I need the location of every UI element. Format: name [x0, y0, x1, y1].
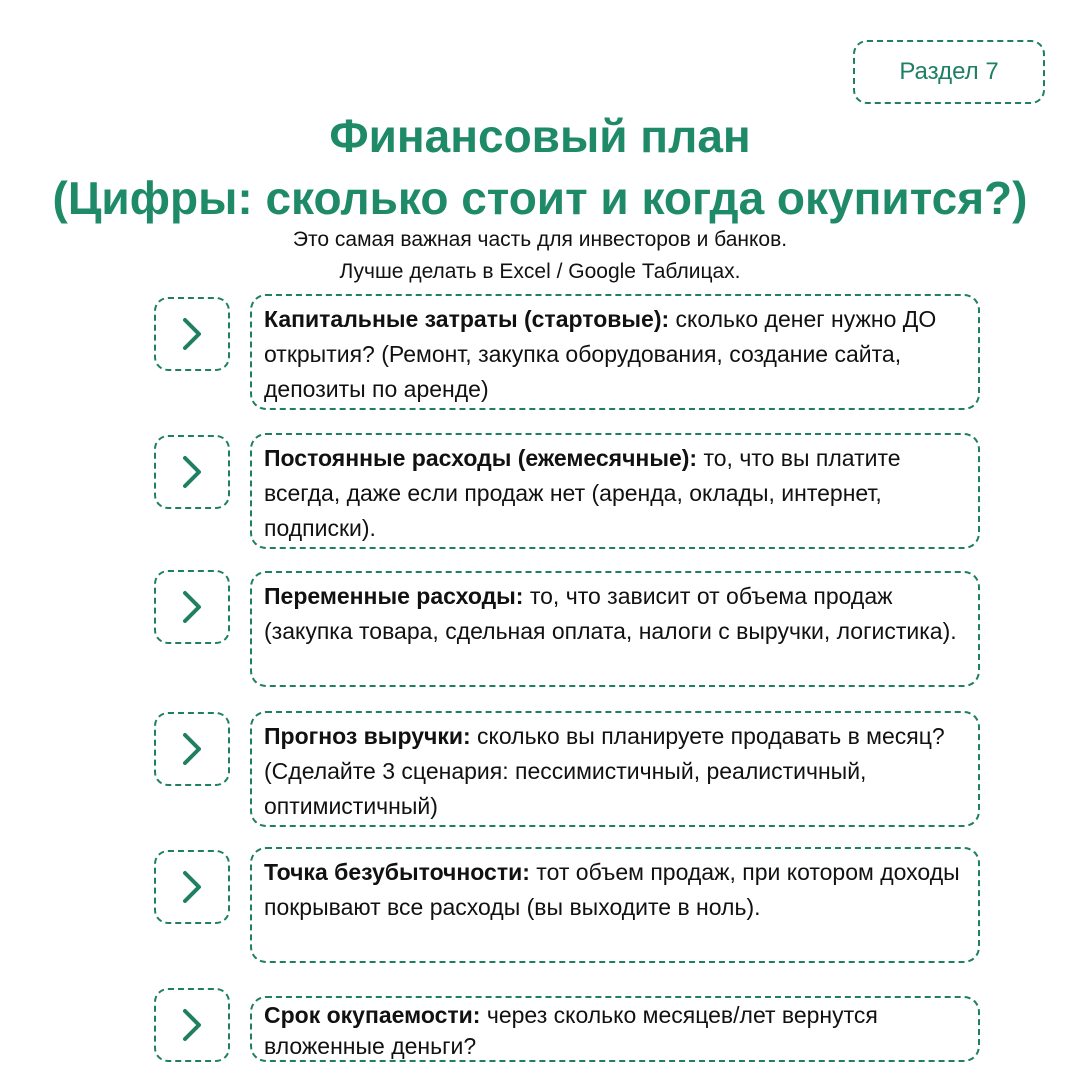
chevron-right-icon — [181, 590, 203, 624]
chevron-box-5 — [154, 850, 230, 924]
item-text: тот объем продаж, при котором доходы покрывают все расходы (вы выходите в ноль). — [264, 859, 960, 920]
page-title: Финансовый план — [329, 110, 751, 162]
chevron-box-1 — [154, 297, 230, 371]
item-term: Прогноз выручки: — [264, 723, 471, 749]
item-term: Срок окупаемости: — [264, 1002, 481, 1028]
item-term: Точка безубыточности: — [264, 859, 530, 885]
page-title-subline: (Цифры: сколько стоит и когда окупится?) — [52, 172, 1028, 224]
chevron-right-icon — [181, 732, 203, 766]
item-term: Переменные расходы: — [264, 583, 524, 609]
chevron-box-3 — [154, 570, 230, 644]
section-badge — [853, 40, 1045, 104]
chevron-right-icon — [181, 870, 203, 904]
chevron-right-icon — [181, 1008, 203, 1042]
chevron-box-4 — [154, 712, 230, 786]
item-term: Постоянные расходы (ежемесячные): — [264, 445, 698, 471]
chevron-box-2 — [154, 435, 230, 509]
list-item-revenue-forecast — [250, 711, 980, 827]
section-badge-label: Раздел 7 — [899, 58, 999, 85]
item-term: Капитальные затраты (стартовые): — [264, 306, 670, 332]
list-item-capital-costs — [250, 294, 980, 410]
item-text: то, что зависит от объема продаж (закупка товара, сдельная оплата, налоги с выручки, логистика). — [264, 583, 957, 644]
chevron-box-6 — [154, 988, 230, 1062]
intro-line-2: Лучше делать в Excel / Google Таблицах. — [339, 260, 741, 283]
intro-line-1: Это самая важная часть для инвесторов и банков. — [292, 228, 788, 251]
chevron-right-icon — [181, 317, 203, 351]
item-text: через сколько месяцев/лет вернутся вложенные деньги? — [264, 1002, 878, 1059]
chevron-right-icon — [181, 455, 203, 489]
list-item-fixed-costs — [250, 433, 980, 549]
list-item-payback-period — [250, 996, 980, 1062]
item-text: то, что вы платите всегда, даже если продаж нет (аренда, оклады, интернет, подписки). — [264, 445, 901, 541]
item-text: сколько денег нужно ДО открытия? (Ремонт, закупка оборудования, создание сайта, депозиты по аренде) — [264, 306, 937, 402]
item-text: сколько вы планируете продавать в месяц? (Сделайте 3 сценария: пессимистичный, реалистичный, оптимистичный) — [264, 723, 945, 819]
list-item-break-even — [250, 847, 980, 963]
list-item-variable-costs — [250, 571, 980, 687]
